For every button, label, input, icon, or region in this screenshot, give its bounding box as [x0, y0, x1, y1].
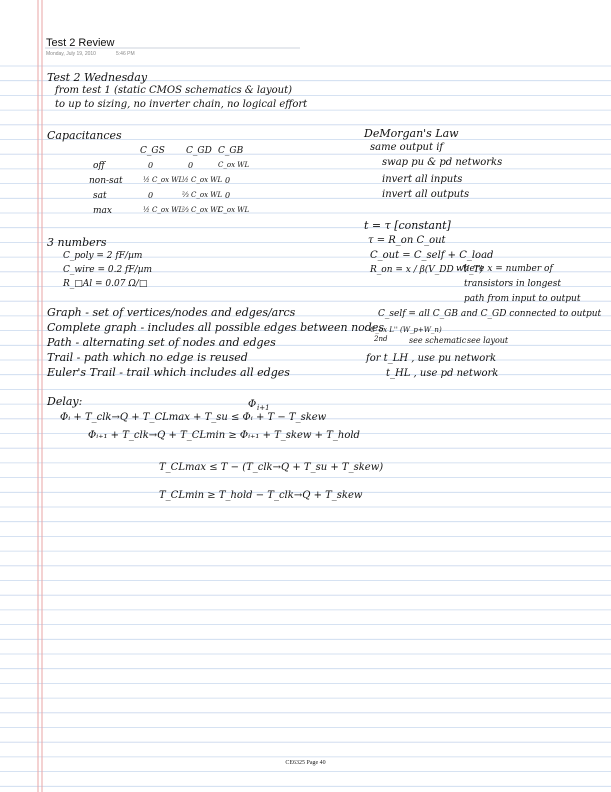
col-header-cgb: C_GB	[218, 146, 244, 156]
demorgan-heading: DeMorgan's Law	[364, 127, 459, 140]
col-header-cgs: C_GS	[140, 146, 165, 156]
delay-equation-3: T_CLmax ≤ T − (T_clk→Q + T_su + T_skew)	[159, 462, 384, 473]
tau-line-2: τ = R_on C_out	[368, 235, 446, 246]
intro-heading: Test 2 Wednesday	[47, 71, 148, 84]
cell: C_ox WL	[218, 161, 250, 169]
t-lh-line: for t_LH , use pu network	[366, 353, 497, 364]
intro-line-2: to up to sizing, no inverter chain, no logical effort	[55, 99, 308, 110]
page-date: Monday, July 19, 2010	[46, 51, 96, 57]
demorgan-line-3: invert all inputs	[382, 174, 463, 185]
capacitances-heading: Capacitances	[47, 129, 122, 142]
page-title: Test 2 Review	[46, 37, 115, 49]
see-schematic-note: see schematic	[409, 336, 467, 345]
row-label-max: max	[93, 206, 112, 216]
delay-heading: Delay:	[47, 395, 83, 408]
c-wl-expression: C_ox L'' (W_p+W_n)	[370, 326, 442, 334]
phi-next-subscript: i+1	[257, 404, 270, 412]
c-wire-value: C_wire = 0.2 fF/µm	[63, 265, 153, 275]
graph-def-4: Trail - path which no edge is reused	[47, 351, 248, 364]
demorgan-line-4: invert all outputs	[382, 189, 470, 200]
r-al-value: R_□Al = 0.07 Ω/□	[63, 279, 148, 289]
cell: 0	[148, 161, 154, 170]
cell: 0	[225, 176, 231, 185]
numbers-heading: 3 numbers	[47, 236, 107, 249]
tau-line-1: t = τ [constant]	[364, 219, 451, 232]
cell: C_ox WL	[218, 206, 250, 214]
graph-def-3: Path - alternating set of nodes and edges	[47, 336, 276, 349]
demorgan-line-2: swap pu & pd networks	[382, 157, 503, 168]
row-label-sat: sat	[93, 191, 107, 201]
page-footer: CE6325 Page 40	[285, 760, 326, 766]
where-line-1: where x = number of	[456, 264, 553, 274]
col-header-cgd: C_GD	[186, 146, 212, 156]
delay-equation-1: Φᵢ + T_clk→Q + T_CLmax + T_su ≤ Φᵢ + T − T_skew	[60, 412, 327, 423]
cell: ½ C_ox WL	[182, 176, 223, 184]
cell: ½ C_ox WL	[143, 176, 184, 184]
cell: ⅔ C_ox WL	[182, 191, 223, 199]
row-label-non-sat: non-sat	[89, 176, 123, 186]
page-time: 5:46 PM	[116, 51, 135, 57]
graph-def-5: Euler's Trail - trail which includes all edges	[47, 366, 290, 379]
demorgan-line-1: same output if	[370, 142, 444, 153]
graph-def-2: Complete graph - includes all possible edges between nodes	[47, 321, 384, 334]
row-label-off: off	[93, 161, 105, 171]
cell: ⅔ C_ox WL	[182, 206, 223, 214]
delay-equation-2: Φᵢ₊₁ + T_clk→Q + T_CLmin ≥ Φᵢ₊₁ + T_skew + T_hold	[88, 430, 360, 441]
intro-line-1: from test 1 (static CMOS schematics & layout)	[55, 85, 293, 96]
t-hl-line: t_HL , use pd network	[386, 368, 499, 379]
delay-equation-4: T_CLmin ≥ T_hold − T_clk→Q + T_skew	[159, 490, 363, 501]
c-poly-value: C_poly = 2 fF/µm	[63, 251, 143, 261]
cell: ½ C_ox WL	[143, 206, 184, 214]
phi-next-symbol: Φ	[248, 399, 257, 410]
where-line-2: transistors in longest	[464, 279, 561, 289]
where-line-3: path from input to output	[464, 294, 581, 304]
c-self-line: C_self = all C_GB and C_GD connected to output	[378, 309, 602, 319]
see-layout-note: see layout	[467, 336, 509, 345]
graph-def-1: Graph - set of vertices/nodes and edges/arcs	[47, 306, 296, 319]
tau-line-3: C_out = C_self + C_load	[370, 250, 494, 261]
cell: 0	[225, 191, 231, 200]
c-wl-note: 2nd	[374, 335, 388, 343]
tau-line-4: R_on = x / β(V_DD - V_T)	[370, 265, 484, 275]
cell: 0	[148, 191, 154, 200]
cell: 0	[188, 161, 194, 170]
